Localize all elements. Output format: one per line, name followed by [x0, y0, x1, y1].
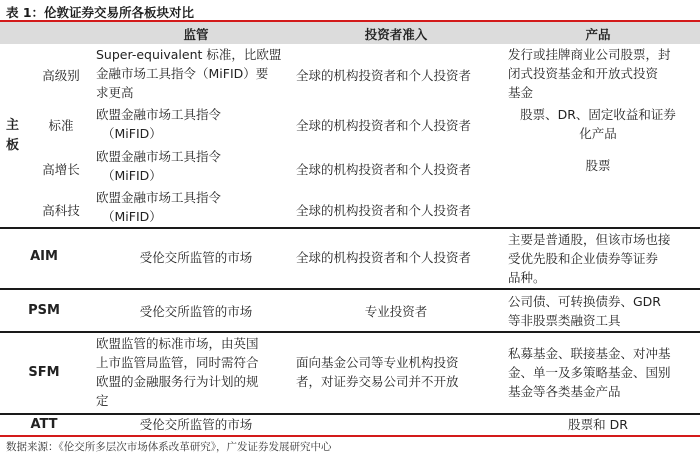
product-line: 私募基金、联接基金、对冲基 — [508, 346, 671, 361]
product-line: 化产品 — [579, 126, 617, 141]
bottom-rule — [0, 435, 700, 437]
tier-label: 高科技 — [42, 203, 80, 218]
investor-cell: 全球的机构投资者和个人投资者 — [296, 162, 472, 177]
regulation-cell — [96, 334, 296, 410]
regulation-line: 求更高 — [96, 85, 134, 100]
investor-cell — [296, 353, 496, 391]
market-name: SFM — [28, 365, 60, 380]
product-line: 闭式投资基金和开放式投资 — [508, 66, 659, 81]
market-name: PSM — [28, 303, 60, 318]
regulation-line: （MiFID） — [102, 126, 162, 141]
regulation-cell: 受伦交所监管的市场 — [139, 304, 253, 319]
regulation-line: Super-equivalent 标准，比欧盟 — [96, 47, 282, 62]
regulation-line: （MiFID） — [102, 168, 162, 183]
investor-cell: 全球的机构投资者和个人投资者 — [296, 68, 472, 83]
regulation-line: （MiFID） — [102, 209, 162, 224]
product-line: 公司债、可转换债券、GDR — [508, 294, 661, 309]
tier-label: 高级别 — [42, 68, 80, 83]
tier-label: 高增长 — [42, 162, 80, 177]
regulation-line: 欧盟监管的标准市场，由英国 — [96, 336, 259, 351]
product-cell — [508, 292, 698, 330]
header-product: 产品 — [585, 27, 611, 42]
product-line: 等非股票类融资工具 — [508, 313, 621, 328]
investor-cell: 全球的机构投资者和个人投资者 — [296, 203, 472, 218]
row-divider — [0, 288, 700, 290]
table-title: 表 1：伦敦证券交易所各板块对比 — [6, 5, 195, 20]
product-cell — [508, 45, 698, 102]
regulation-cell — [96, 105, 296, 143]
product-line: 基金等各类基金产品 — [508, 384, 621, 399]
investor-cell: 全球的机构投资者和个人投资者 — [296, 250, 472, 265]
row-divider — [0, 227, 700, 229]
regulation-cell: 受伦交所监管的市场 — [139, 417, 253, 432]
product-line: 发行或挂牌商业公司股票，封 — [508, 47, 671, 62]
product-line: 股票 — [585, 158, 611, 173]
product-line: 品种。 — [508, 270, 546, 285]
regulation-line: 上市监管局监管，同时需符合 — [96, 355, 259, 370]
product-cell — [496, 156, 700, 175]
product-cell: 股票和 DR — [568, 417, 628, 432]
source-note: 数据来源：《伦交所多层次市场体系改革研究》，广发证券发展研究中心 — [6, 441, 332, 453]
market-name: AIM — [30, 249, 58, 264]
product-line: 股票、DR、固定收益和证券 — [520, 107, 676, 122]
market-name: ATT — [30, 417, 58, 432]
regulation-line: 金融市场工具指令（MiFID）要 — [96, 66, 269, 81]
regulation-cell — [96, 147, 296, 185]
investor-cell: 全球的机构投资者和个人投资者 — [296, 118, 472, 133]
regulation-cell — [96, 45, 296, 102]
regulation-line: 定 — [96, 393, 109, 408]
header-regulation: 监管 — [183, 27, 209, 42]
investor-cell: 专业投资者 — [364, 304, 428, 319]
product-cell — [496, 105, 700, 143]
header-investor: 投资者准入 — [364, 27, 428, 42]
investor-line: 面向基金公司等专业机构投资 — [296, 355, 459, 370]
product-cell — [508, 344, 698, 401]
product-line: 主要是普通股，但该市场也接 — [508, 232, 671, 247]
regulation-line: 欧盟金融市场工具指令 — [96, 190, 222, 205]
regulation-cell — [96, 188, 296, 226]
product-cell — [508, 230, 698, 287]
tier-label: 标准 — [48, 118, 74, 133]
row-divider — [0, 331, 700, 333]
regulation-cell: 受伦交所监管的市场 — [139, 250, 253, 265]
main-board-label: 主板 — [6, 118, 20, 153]
product-line: 金、单一及多策略基金、国别 — [508, 365, 671, 380]
investor-line: 者，对证券交易公司并不开放 — [296, 374, 459, 389]
regulation-line: 欧盟金融市场工具指令 — [96, 107, 222, 122]
table-header — [0, 22, 700, 44]
product-line: 基金 — [508, 85, 534, 100]
product-line: 受优先股和企业债券等证券 — [508, 251, 659, 266]
regulation-line: 欧盟的金融服务行为计划的规 — [96, 374, 259, 389]
regulation-line: 欧盟金融市场工具指令 — [96, 149, 222, 164]
